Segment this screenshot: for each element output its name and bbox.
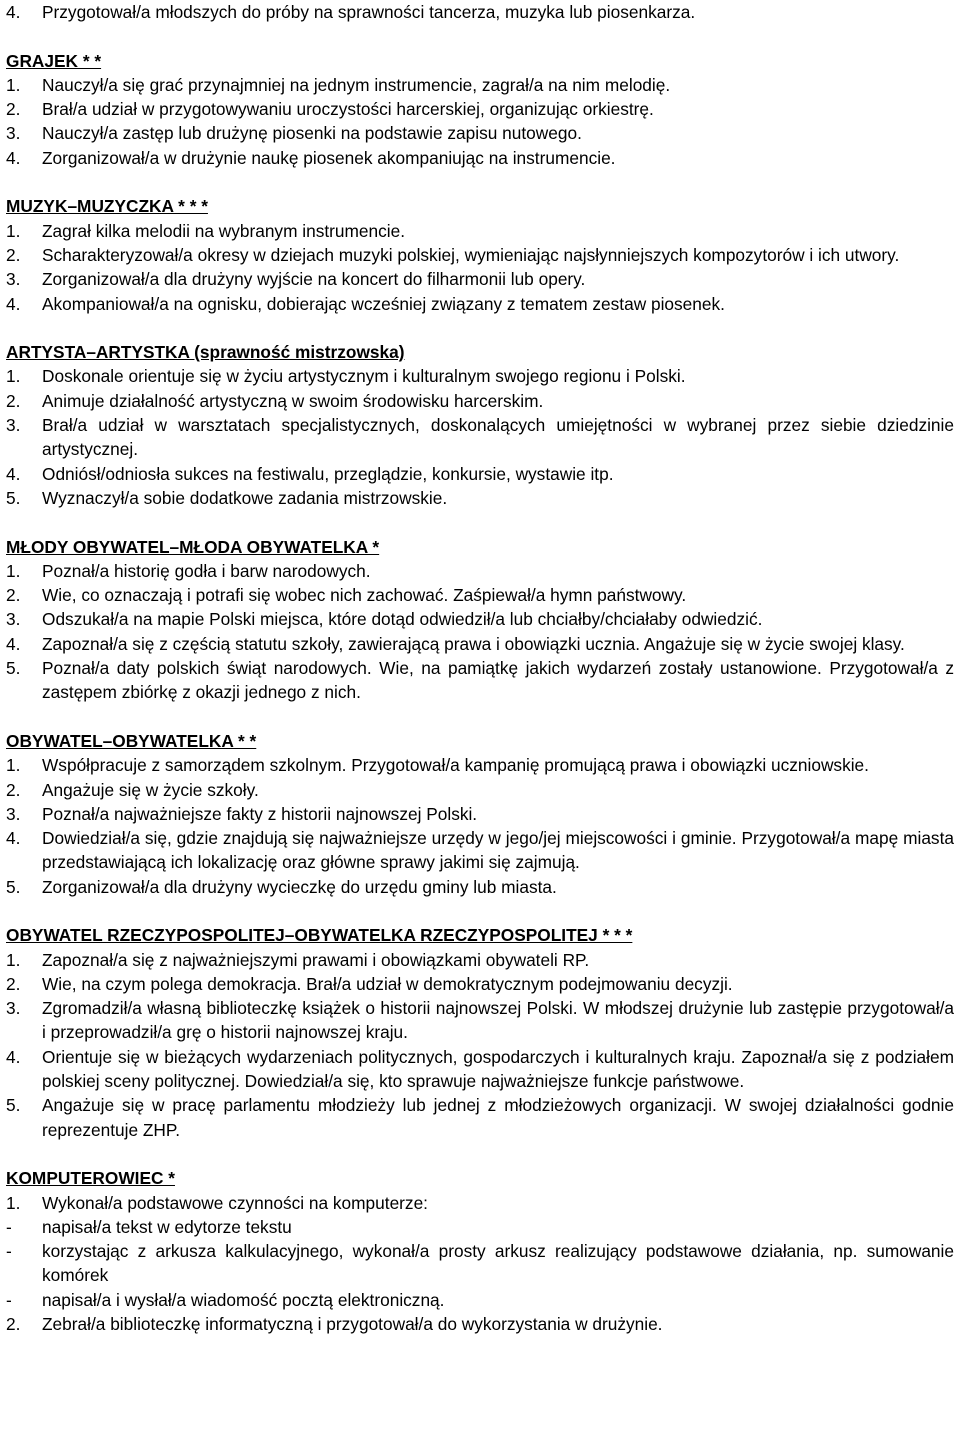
- item-text: Wykonał/a podstawowe czynności na komputerze:: [42, 1192, 428, 1213]
- section-grajek: [6, 49, 954, 170]
- list-item: [6, 389, 954, 413]
- spacer: [6, 170, 954, 194]
- section-artysta: [6, 340, 954, 510]
- item-text: Zorganizował/a w drużynie naukę piosenek akompaniując na instrumencie.: [42, 147, 616, 168]
- list-item: [6, 559, 954, 583]
- item-text: Wie, na czym polega demokracja. Brał/a udział w demokratycznym podejmowaniu decyzji.: [42, 973, 733, 994]
- item-text: Poznał/a daty polskich świąt narodowych. Wie, na pamiątkę jakich wydarzeń zostały ustanowione. Przygotował/a z zastępem zbiórkę z okazji jednego z nich.: [42, 658, 954, 703]
- item-text: Przygotował/a młodszych do próby na sprawności tancerza, muzyka lub piosenkarza.: [42, 2, 696, 22]
- list-item: [6, 364, 954, 388]
- list-item: [6, 1239, 954, 1288]
- item-number: 5.: [6, 1095, 21, 1116]
- item-text: Akompaniował/a na ognisku, dobierając wcześniej związany z tematem zestaw piosenek.: [42, 293, 725, 314]
- item-number: 4.: [6, 293, 21, 314]
- item-text: Nauczył/a się grać przynajmniej na jednym instrumencie, zagrał/a na nim melodię.: [42, 74, 671, 95]
- item-number: 2.: [6, 1314, 21, 1335]
- item-text: Zorganizował/a dla drużyny wyjście na koncert do filharmonii lub opery.: [42, 269, 586, 290]
- section-mlody-obywatel: [6, 535, 954, 705]
- item-number: 1.: [6, 220, 21, 241]
- item-number: 1.: [6, 366, 21, 387]
- item-text: Brał/a udział w przygotowywaniu uroczystości harcerskiej, organizując orkiestrę.: [42, 99, 654, 120]
- item-number: 2.: [6, 779, 21, 800]
- section-komputerowiec: [6, 1166, 954, 1336]
- list-item: [6, 1215, 954, 1239]
- list-item: [6, 1093, 954, 1142]
- item-text: Zebrał/a biblioteczkę informatyczną i przygotował/a do wykorzystania w drużynie.: [42, 1314, 663, 1335]
- list-item: [6, 219, 954, 243]
- list-item: [6, 948, 954, 972]
- list-item: [6, 778, 954, 802]
- item-number: 1.: [6, 1192, 21, 1213]
- spacer: [6, 899, 954, 923]
- list-item: [6, 802, 954, 826]
- item-text: Zorganizował/a dla drużyny wycieczkę do urzędu gminy lub miasta.: [42, 876, 557, 897]
- section-muzyk: [6, 194, 954, 315]
- item-text: Nauczył/a zastęp lub drużynę piosenki na podstawie zapisu nutowego.: [42, 123, 582, 144]
- list-item: [6, 121, 954, 145]
- section-obywatel: [6, 729, 954, 899]
- item-number: 3.: [6, 269, 21, 290]
- item-text: Angażuje się w pracę parlamentu młodzieży lub jednej z młodzieżowych organizacji. W swojej działalności godnie reprezentuje ZHP.: [42, 1095, 954, 1140]
- list-item: [6, 486, 954, 510]
- spacer: [6, 24, 954, 48]
- item-number: 2.: [6, 99, 21, 120]
- item-text: Odszukał/a na mapie Polski miejsca, które dotąd odwiedził/a lub chciałby/chciałaby odwiedzić.: [42, 609, 763, 630]
- item-text: napisał/a tekst w edytorze tekstu: [42, 1216, 292, 1237]
- item-text: Zapoznał/a się z najważniejszymi prawami i obowiązkami obywateli RP.: [42, 949, 590, 970]
- item-number: 5.: [6, 487, 21, 508]
- item-text: Zagrał kilka melodii na wybranym instrumencie.: [42, 220, 406, 241]
- list-item: [6, 972, 954, 996]
- list-item: [6, 0, 954, 24]
- item-text: Odniósł/odniosła sukces na festiwalu, przeglądzie, konkursie, wystawie itp.: [42, 463, 614, 484]
- item-number: 1.: [6, 560, 21, 581]
- item-number: 3.: [6, 609, 21, 630]
- list-item: [6, 1191, 954, 1215]
- item-text: Angażuje się w życie szkoły.: [42, 779, 259, 800]
- item-text: Brał/a udział w warsztatach specjalistycznych, doskonalących umiejętności w wybranej przez siebie dziedzinie artystycznej.: [42, 415, 954, 460]
- item-text: Wie, co oznaczają i potrafi się wobec nich zachować. Zaśpiewał/a hymn państwowy.: [42, 585, 687, 606]
- item-text: Doskonale orientuje się w życiu artystycznym i kulturalnym swojego regionu i Polski.: [42, 366, 686, 387]
- item-bullet: -: [6, 1216, 12, 1237]
- item-text: Animuje działalność artystyczną w swoim środowisku harcerskim.: [42, 390, 544, 411]
- item-number: 2.: [6, 244, 21, 265]
- list-item: [6, 753, 954, 777]
- list-item: [6, 146, 954, 170]
- list-item: [6, 996, 954, 1045]
- item-number: 4.: [6, 828, 21, 849]
- item-bullet: -: [6, 1289, 12, 1310]
- list-item: [6, 267, 954, 291]
- item-text: Scharakteryzował/a okresy w dziejach muzyki polskiej, wymieniając najsłynniejszych kompozytorów i ich utwory.: [42, 244, 900, 265]
- item-number: 2.: [6, 390, 21, 411]
- item-bullet: -: [6, 1241, 12, 1262]
- item-text: Dowiedział/a się, gdzie znajdują się najważniejsze urzędy w jego/jej miejscowości i gminie. Przygotował/a mapę miasta przedstawiającą ich lokalizację oraz główne sprawy jakimi się zajmują.: [42, 828, 954, 873]
- section-heading: ARTYSTA–ARTYSTKA (sprawność mistrzowska): [6, 342, 405, 363]
- list-item: [6, 583, 954, 607]
- list-item: [6, 97, 954, 121]
- item-number: 4.: [6, 2, 21, 22]
- list-item: [6, 656, 954, 705]
- item-number: 1.: [6, 949, 21, 970]
- item-number: 4.: [6, 463, 21, 484]
- item-text: Współpracuje z samorządem szkolnym. Przygotował/a kampanię promującą prawa i obowiązki uczniowskie.: [42, 755, 869, 776]
- list-item: [6, 1312, 954, 1336]
- item-number: 4.: [6, 147, 21, 168]
- list-item: [6, 413, 954, 462]
- item-text: Poznał/a historię godła i barw narodowych.: [42, 560, 371, 581]
- item-text: korzystając z arkusza kalkulacyjnego, wykonał/a prosty arkusz realizujący podstawowe działania, np. sumowanie komórek: [42, 1241, 954, 1286]
- list-item: [6, 73, 954, 97]
- item-number: 3.: [6, 998, 21, 1019]
- section-heading: MŁODY OBYWATEL–MŁODA OBYWATELKA *: [6, 536, 380, 557]
- spacer: [6, 1142, 954, 1166]
- item-number: 2.: [6, 973, 21, 994]
- item-number: 2.: [6, 585, 21, 606]
- spacer: [6, 705, 954, 729]
- spacer: [6, 316, 954, 340]
- section-heading: GRAJEK * *: [6, 50, 102, 71]
- section-heading: MUZYK–MUZYCZKA * * *: [6, 196, 208, 217]
- list-item: [6, 607, 954, 631]
- item-number: 1.: [6, 755, 21, 776]
- list-item: [6, 1288, 954, 1312]
- section-heading: OBYWATEL–OBYWATELKA * *: [6, 730, 257, 751]
- list-item: [6, 632, 954, 656]
- item-text: Orientuje się w bieżących wydarzeniach politycznych, gospodarczych i kulturalnych kraju. Zapoznał/a się z podziałem polskiej sceny politycznej. Dowiedział/a się, kto sprawuje najważniejsze funkcje państwowe.: [42, 1046, 954, 1092]
- item-text: Poznał/a najważniejsze fakty z historii najnowszej Polski.: [42, 803, 478, 824]
- item-number: 3.: [6, 415, 21, 436]
- list-item: [6, 462, 954, 486]
- item-number: 4.: [6, 633, 21, 654]
- list-item: [6, 292, 954, 316]
- list-item: [6, 875, 954, 899]
- section-heading: KOMPUTEROWIEC *: [6, 1168, 175, 1189]
- item-text: napisał/a i wysłał/a wiadomość pocztą elektroniczną.: [42, 1289, 445, 1310]
- item-text: Zgromadził/a własną biblioteczkę książek o historii najnowszej Polski. W młodszej drużynie lub zastępie przygotował/a i przeprowadził/a grę o historii najnowszej kraju.: [42, 998, 954, 1043]
- item-text: Wyznaczył/a sobie dodatkowe zadania mistrzowskie.: [42, 487, 448, 508]
- item-number: 3.: [6, 803, 21, 824]
- list-item: [6, 826, 954, 875]
- item-number: 3.: [6, 123, 21, 144]
- item-text: Zapoznał/a się z częścią statutu szkoły, zawierającą prawa i obowiązki ucznia. Angażuje się w życie swojej klasy.: [42, 633, 905, 654]
- list-item: [6, 243, 954, 267]
- item-number: 5.: [6, 876, 21, 897]
- item-number: 5.: [6, 658, 21, 679]
- spacer: [6, 510, 954, 534]
- item-number: 4.: [6, 1046, 21, 1067]
- list-item: [6, 1045, 954, 1094]
- item-number: 1.: [6, 74, 21, 95]
- section-heading: OBYWATEL RZECZYPOSPOLITEJ–OBYWATELKA RZECZYPOSPOLITEJ * * *: [6, 925, 633, 946]
- section-obywatel-rzeczypospolitej: [6, 923, 954, 1142]
